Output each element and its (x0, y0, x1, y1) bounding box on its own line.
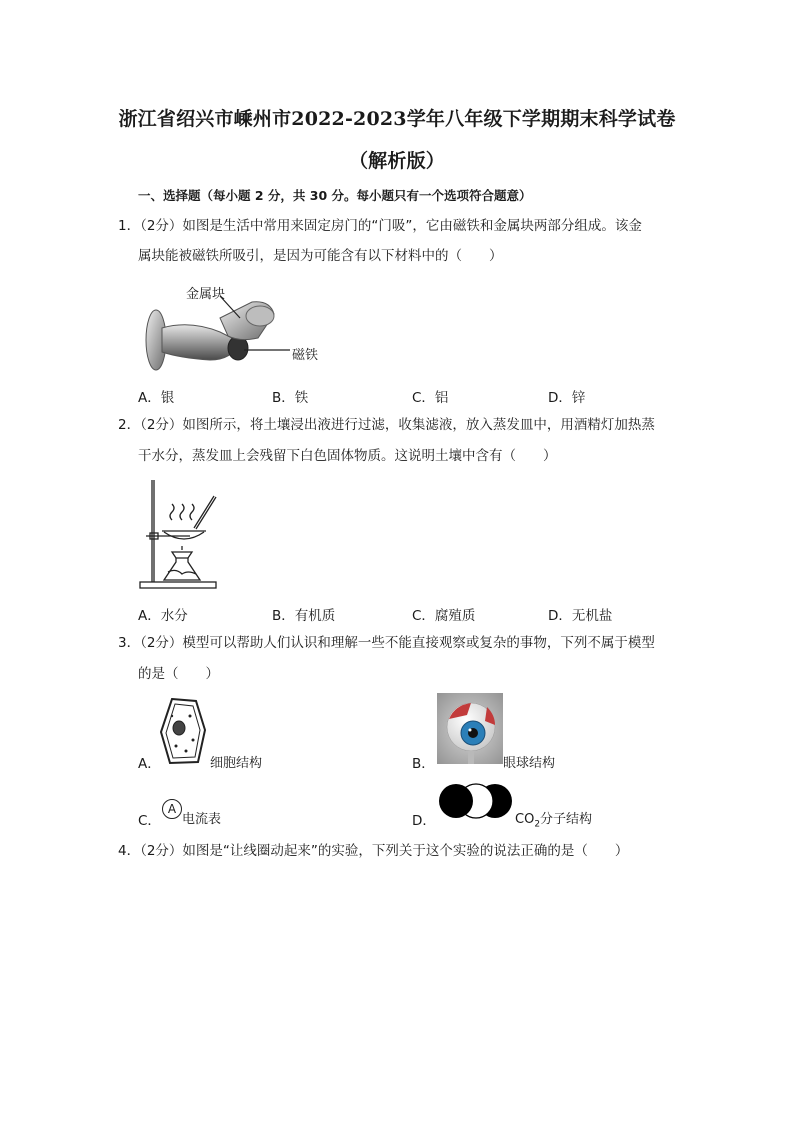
q1-option-c: C．铝 (412, 390, 449, 406)
question-1-text-cont: 属块能被磁铁所吸引，是因为可能含有以下材料中的（ ） (138, 248, 503, 264)
q2-option-b: B．有机质 (272, 608, 336, 624)
q1-option-a: A．银 (138, 390, 175, 406)
door-stopper-figure (140, 280, 340, 380)
co2-structure-label: 分子结构 (540, 812, 593, 827)
ammeter-symbol-letter: A (167, 802, 177, 816)
q3-option-c-letter: C． (138, 813, 161, 829)
document-title: 浙江省绍兴市嵊州市2022-2023学年八年级下学期期末科学试卷 (118, 108, 676, 130)
co2-subscript: 2 (534, 819, 541, 830)
q3-option-c-label: 电流表 (182, 812, 222, 827)
question-4-text: 4．（2分）如图是“让线圈动起来”的实验，下列关于这个实验的说法正确的是（ ） (118, 843, 629, 859)
q3-option-d-label (515, 808, 592, 830)
q1-option-b: B．铁 (272, 390, 309, 406)
q3-option-b-label: 眼球结构 (503, 756, 556, 771)
question-2-text: 2．（2分）如图所示，将土壤浸出液进行过滤，收集滤液，放入蒸发皿中，用酒精灯加热蒸 (118, 417, 655, 433)
question-1-text: 1．（2分）如图是生活中常用来固定房门的“门吸”，它由磁铁和金属块两部分组成。该金 (118, 218, 642, 234)
co2-molecule-figure (438, 782, 514, 820)
eyeball-model-figure (437, 693, 503, 764)
evaporation-apparatus-figure (138, 476, 220, 591)
document-subtitle: （解析版） (348, 150, 445, 172)
q3-option-d-letter: D． (412, 813, 436, 829)
metal-block-label: 金属块 (186, 287, 226, 302)
q1-option-d: D．锌 (548, 390, 586, 406)
q2-option-c: C．腐殖质 (412, 608, 476, 624)
ammeter-symbol (162, 799, 182, 819)
co2-formula: CO (515, 812, 535, 827)
question-3-text-cont: 的是（ ） (138, 666, 219, 682)
q3-option-a-label: 细胞结构 (210, 756, 263, 771)
section-heading: 一、选择题（每小题 2 分，共 30 分。每小题只有一个选项符合题意） (138, 188, 532, 203)
q3-option-a-letter: A． (138, 756, 161, 772)
q2-option-a: A．水分 (138, 608, 188, 624)
magnet-label: 磁铁 (292, 348, 319, 363)
q3-option-b-letter: B． (412, 756, 435, 772)
question-2-text-cont: 干水分，蒸发皿上会残留下白色固体物质。这说明土壤中含有（ ） (138, 448, 557, 464)
cell-structure-figure (158, 696, 208, 766)
q2-option-d: D．无机盐 (548, 608, 613, 624)
question-3-text: 3．（2分）模型可以帮助人们认识和理解一些不能直接观察或复杂的事物，下列不属于模型 (118, 635, 655, 651)
